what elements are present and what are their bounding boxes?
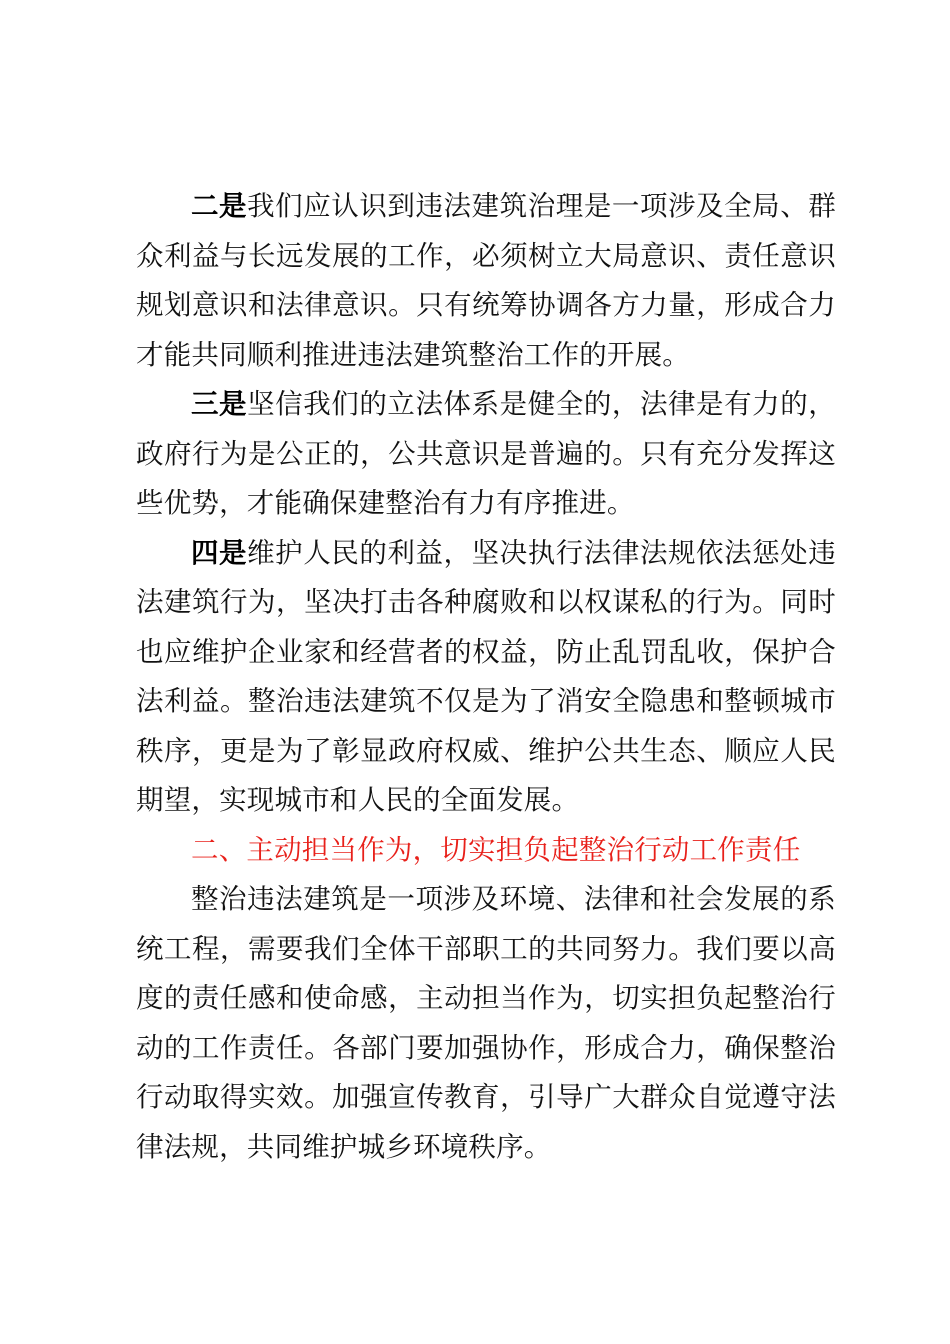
paragraph-lead: 三是 <box>191 388 248 420</box>
paragraph-text: 坚信我们的立法体系是健全的，法律是有力的，政府行为是公正的，公共意识是普遍的。只有充分发挥这些优势，才能确保建整治有力有序推进。 <box>136 388 836 519</box>
paragraph-lead: 二是 <box>191 190 248 222</box>
section-heading: 二、主动担当作为，切实担负起整治行动工作责任 <box>191 833 801 866</box>
section-paragraph: 整治违法建筑是一项涉及环境、法律和社会发展的系统工程，需要我们全体干部职工的共同努力。我们要以高度的责任感和使命感，主动担当作为，切实担负起整治行动的工作责任。各部门要加强协作，形成合力，确保整治行动取得实效。加强宣传教育，引导广大群众自觉遵守法律法规，共同维护城乡环境秩序。 <box>136 883 836 1163</box>
paragraph-text: 我们应认识到违法建筑治理是一项涉及全局、群众利益与长远发展的工作，必须树立大局意识、责任意识规划意识和法律意识。只有统筹协调各方力量，形成合力才能共同顺利推进违法建筑整治工作的开展。 <box>136 190 836 371</box>
paragraph-text: 维护人民的利益，坚决执行法律法规依法惩处违法建筑行为，坚决打击各种腐败和以权谋私的行为。同时也应维护企业家和经营者的权益，防止乱罚乱收，保护合法利益。整治违法建筑不仅是为了消安全隐患和整顿城市秩序，更是为了彰显政府权威、维护公共生态、顺应人民期望，实现城市和人民的全面发展。 <box>136 536 836 816</box>
paragraph-point-two <box>136 182 836 380</box>
paragraph-point-four <box>136 529 836 826</box>
paragraph-lead: 四是 <box>191 536 248 569</box>
document-body <box>136 182 836 1172</box>
paragraph-point-three <box>136 380 836 529</box>
